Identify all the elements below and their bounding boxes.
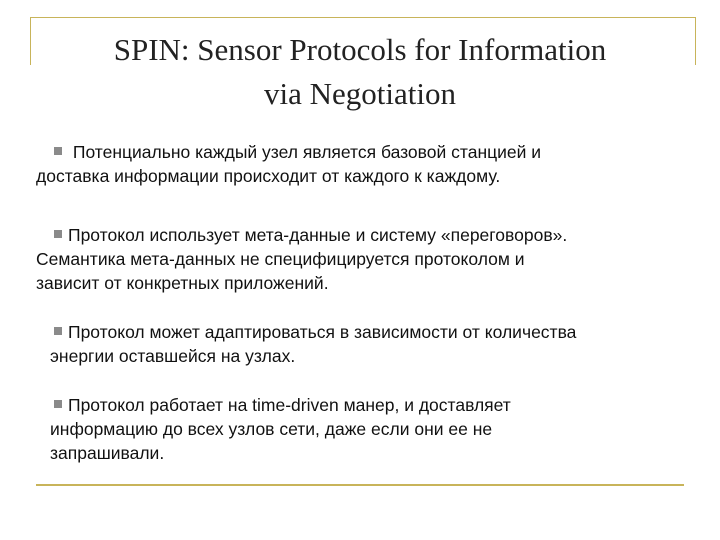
title-line-2: via Negotiation [264, 76, 456, 111]
bullet-item-4 [50, 393, 511, 465]
bullet-4-line-3: запрашивали. [50, 443, 165, 463]
square-bullet-icon [54, 230, 62, 238]
bullet-4-line-1: Протокол работает на time-driven манер, и доставляет [68, 395, 511, 415]
bullet-item-2 [36, 223, 568, 295]
slide-title [36, 28, 684, 116]
frame-left-line [30, 17, 31, 65]
square-bullet-icon [54, 327, 62, 335]
frame-top-line [30, 17, 696, 18]
frame-bottom-line [36, 484, 684, 486]
bullet-item-3 [50, 320, 577, 368]
bullet-1-line-2: доставка информации происходит от каждого к каждому. [36, 166, 501, 186]
square-bullet-icon [54, 400, 62, 408]
bullet-2-line-2: Семантика мета-данных не специфицируется протоколом и [36, 249, 525, 269]
title-line-1: SPIN: Sensor Protocols for Information [113, 32, 607, 67]
bullet-4-line-2: информацию до всех узлов сети, даже если они ее не [50, 419, 493, 439]
bullet-3-line-2: энергии оставшейся на узлах. [50, 346, 296, 366]
bullet-3-line-1: Протокол может адаптироваться в зависимости от количества [68, 322, 577, 342]
frame-right-line [695, 17, 696, 65]
square-bullet-icon [54, 147, 62, 155]
bullet-2-line-1: Протокол использует мета-данные и систему «переговоров». [68, 225, 568, 245]
bullet-2-line-3: зависит от конкретных приложений. [36, 273, 329, 293]
bullet-1-line-1: Потенциально каждый узел является базовой станцией и [68, 142, 542, 162]
bullet-item-1 [36, 140, 542, 188]
